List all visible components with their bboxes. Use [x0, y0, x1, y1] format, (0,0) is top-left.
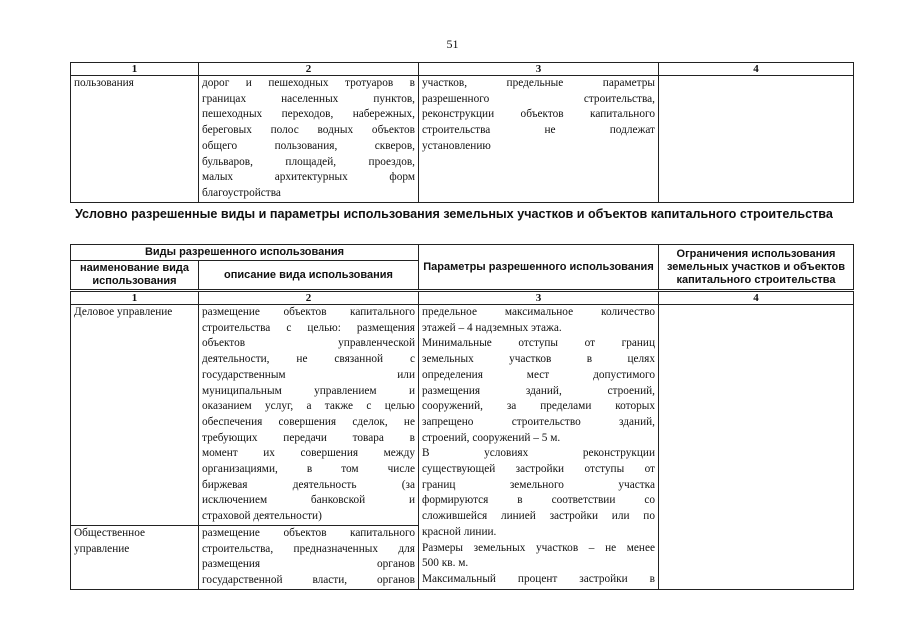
text-line: пешеходных переходов, набережных,	[202, 108, 415, 121]
col-num-1: 1	[71, 291, 199, 305]
text-line: границах населенных пунктов,	[202, 92, 415, 105]
text-line: береговых полос водных объектов	[202, 124, 415, 137]
continuation-table	[70, 62, 854, 203]
text-line: В условиях реконструкции	[422, 447, 655, 460]
col-num-3: 3	[419, 63, 659, 76]
text-line: сооружений, за пределами которых	[422, 400, 655, 413]
text-line: малых архитектурных форм	[202, 171, 415, 184]
col-num-2: 2	[199, 291, 419, 305]
text-line: биржевая деятельность (за	[202, 478, 415, 491]
text-line: требующих передачи товара в	[202, 431, 415, 444]
col-num-4: 4	[659, 291, 854, 305]
text-line: запрещено строительство зданий,	[422, 415, 655, 428]
parameters-cell	[419, 76, 659, 203]
header-group-permitted-uses: Виды разрешенного использования	[71, 245, 419, 261]
text-line: установлению	[422, 139, 491, 152]
text-line: дорог и пешеходных тротуаров в	[202, 77, 415, 89]
text-line: муниципальным управлением и	[202, 384, 415, 397]
header-row	[71, 245, 854, 261]
col-num-3: 3	[419, 291, 659, 305]
text-line: размещение объектов капитального	[202, 527, 415, 539]
use-description-cell	[199, 76, 419, 203]
header-parameters: Параметры разрешенного использования	[419, 245, 659, 291]
header-use-name: наименование вида использования	[71, 261, 199, 291]
use-name-cell: Общественное управление	[71, 526, 199, 590]
use-description-cell	[199, 526, 419, 590]
text-line: бульваров, площадей, проездов,	[202, 155, 415, 168]
text-line: земельных участков в целях	[422, 353, 655, 366]
text-line: страховой деятельности)	[202, 510, 322, 523]
text-line: размещения зданий, строений,	[422, 384, 655, 397]
text-line: обеспечения совершения сделок, не	[202, 415, 415, 428]
column-number-row	[71, 291, 854, 305]
col-num-2: 2	[199, 63, 419, 76]
text-line: реконструкции объектов капитального	[422, 108, 655, 121]
restrictions-cell	[659, 76, 854, 203]
text-line: Размеры земельных участков – не менее	[422, 541, 655, 554]
text-line: организациями, в том числе	[202, 463, 415, 476]
use-name-cell: пользования	[71, 76, 199, 203]
text-line: деятельности, не связанной с	[202, 353, 415, 366]
text-line: предельное максимальное количество	[422, 306, 655, 318]
text-line: формируются в соответствии со	[422, 494, 655, 507]
restrictions-cell	[659, 305, 854, 590]
text-line: строительства, предназначенных для	[202, 542, 415, 555]
text-line: границ земельного участка	[422, 478, 655, 491]
text-line: оказанием услуг, а также с целью	[202, 400, 415, 413]
table-row	[71, 76, 854, 203]
conditional-uses-table	[70, 244, 854, 590]
parameters-cell	[419, 305, 659, 590]
text-line: красной линии.	[422, 525, 497, 538]
text-line: Максимальный процент застройки в	[422, 572, 655, 585]
table-row	[71, 305, 854, 526]
col-num-4: 4	[659, 63, 854, 76]
section-heading: Условно разрешенные виды и параметры использования земельных участков и объектов капитального строительства	[75, 207, 833, 221]
header-use-description: описание вида использования	[199, 261, 419, 291]
text-line: разрешенного строительства,	[422, 92, 655, 105]
text-line: Минимальные отступы от границ	[422, 337, 655, 350]
page-number: 51	[446, 37, 459, 51]
text-line: сложившейся линией застройки или по	[422, 510, 655, 523]
text-line: момент их совершения между	[202, 447, 415, 460]
text-line: строительства не подлежат	[422, 124, 655, 137]
header-restrictions: Ограничения использования земельных участков и объектов капитального строительства	[659, 245, 854, 291]
text-line: размещения органов	[202, 558, 415, 571]
text-line: этажей – 4 надземных этажа.	[422, 321, 562, 334]
col-num-1: 1	[71, 63, 199, 76]
text-line: общего пользования, скверов,	[202, 139, 415, 152]
text-line: государственным или	[202, 368, 415, 381]
text-line: строительства с целью: размещения	[202, 321, 415, 334]
text-line: размещение объектов капитального	[202, 306, 415, 318]
text-line: определения мест допустимого	[422, 368, 655, 381]
text-line: участков, предельные параметры	[422, 77, 655, 89]
use-name-cell: Деловое управление	[71, 305, 199, 526]
text-line: объектов управленческой	[202, 337, 415, 350]
text-line: существующей застройки отступы от	[422, 463, 655, 476]
column-number-row	[71, 63, 854, 76]
text-line: государственной власти, органов	[202, 574, 415, 587]
use-description-cell	[199, 305, 419, 526]
text-line: 500 кв. м.	[422, 557, 469, 570]
text-line: благоустройства	[202, 186, 281, 199]
text-line: строений, сооружений – 5 м.	[422, 431, 561, 444]
text-line: исключением банковской и	[202, 494, 415, 507]
